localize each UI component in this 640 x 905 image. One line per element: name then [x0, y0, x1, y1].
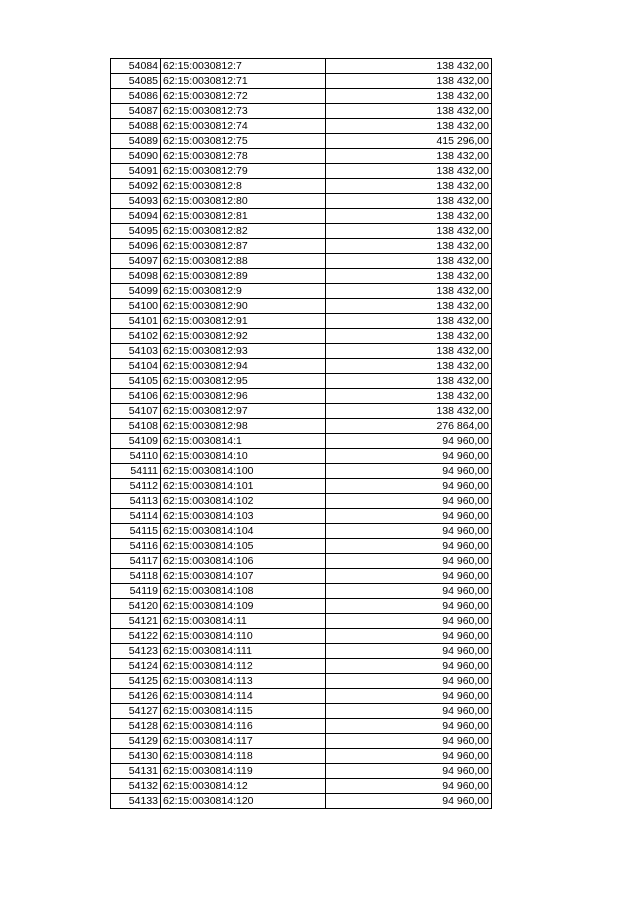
cadastral-number-cell: 62:15:0030814:118	[161, 749, 326, 764]
table-row	[111, 224, 492, 239]
row-number-cell: 54128	[111, 719, 161, 734]
cadastral-number-cell: 62:15:0030812:81	[161, 209, 326, 224]
cadastral-value-cell: 94 960,00	[326, 764, 492, 779]
cadastral-number-cell: 62:15:0030814:111	[161, 644, 326, 659]
cadastral-value-cell: 138 432,00	[326, 224, 492, 239]
cadastral-number-cell: 62:15:0030812:94	[161, 359, 326, 374]
row-number-cell: 54095	[111, 224, 161, 239]
cadastral-value-cell: 138 432,00	[326, 284, 492, 299]
row-number-cell: 54089	[111, 134, 161, 149]
cadastral-value-cell: 94 960,00	[326, 704, 492, 719]
cadastral-value-cell: 138 432,00	[326, 374, 492, 389]
cadastral-number-cell: 62:15:0030812:71	[161, 74, 326, 89]
cadastral-number-cell: 62:15:0030814:11	[161, 614, 326, 629]
row-number-cell: 54122	[111, 629, 161, 644]
row-number-cell: 54124	[111, 659, 161, 674]
cadastral-value-cell: 94 960,00	[326, 434, 492, 449]
cadastral-number-cell: 62:15:0030812:9	[161, 284, 326, 299]
cadastral-value-cell: 138 432,00	[326, 404, 492, 419]
cadastral-value-cell: 94 960,00	[326, 614, 492, 629]
cadastral-number-cell: 62:15:0030812:87	[161, 239, 326, 254]
cadastral-value-cell: 138 432,00	[326, 164, 492, 179]
table-row	[111, 344, 492, 359]
cadastral-number-cell: 62:15:0030814:103	[161, 509, 326, 524]
row-number-cell: 54125	[111, 674, 161, 689]
cadastral-value-cell: 138 432,00	[326, 239, 492, 254]
cadastral-number-cell: 62:15:0030812:96	[161, 389, 326, 404]
table-row	[111, 119, 492, 134]
cadastral-value-cell: 138 432,00	[326, 329, 492, 344]
cadastral-number-cell: 62:15:0030814:108	[161, 584, 326, 599]
table-row	[111, 749, 492, 764]
cadastral-value-cell: 138 432,00	[326, 104, 492, 119]
table-row	[111, 419, 492, 434]
cadastral-number-cell: 62:15:0030814:113	[161, 674, 326, 689]
table-row	[111, 659, 492, 674]
cadastral-number-cell: 62:15:0030814:110	[161, 629, 326, 644]
table-row	[111, 434, 492, 449]
table-row	[111, 494, 492, 509]
cadastral-value-cell: 138 432,00	[326, 269, 492, 284]
cadastral-number-cell: 62:15:0030814:100	[161, 464, 326, 479]
cadastral-number-cell: 62:15:0030814:112	[161, 659, 326, 674]
cadastral-number-cell: 62:15:0030812:7	[161, 59, 326, 74]
cadastral-number-cell: 62:15:0030814:117	[161, 734, 326, 749]
row-number-cell: 54087	[111, 104, 161, 119]
cadastral-number-cell: 62:15:0030814:107	[161, 569, 326, 584]
table-row	[111, 329, 492, 344]
table-row	[111, 524, 492, 539]
cadastral-value-cell: 138 432,00	[326, 194, 492, 209]
cadastral-number-cell: 62:15:0030812:72	[161, 89, 326, 104]
cadastral-value-cell: 94 960,00	[326, 674, 492, 689]
row-number-cell: 54115	[111, 524, 161, 539]
cadastral-number-cell: 62:15:0030814:120	[161, 794, 326, 809]
cadastral-number-cell: 62:15:0030814:114	[161, 689, 326, 704]
cadastral-value-cell: 138 432,00	[326, 119, 492, 134]
cadastral-value-cell: 138 432,00	[326, 389, 492, 404]
table-row	[111, 449, 492, 464]
cadastral-value-cell: 94 960,00	[326, 464, 492, 479]
table-row	[111, 569, 492, 584]
table-row	[111, 164, 492, 179]
row-number-cell: 54132	[111, 779, 161, 794]
cadastral-number-cell: 62:15:0030814:102	[161, 494, 326, 509]
cadastral-value-cell: 94 960,00	[326, 719, 492, 734]
cadastral-number-cell: 62:15:0030814:119	[161, 764, 326, 779]
table-row	[111, 599, 492, 614]
table-row	[111, 464, 492, 479]
row-number-cell: 54120	[111, 599, 161, 614]
row-number-cell: 54127	[111, 704, 161, 719]
cadastral-value-cell: 138 432,00	[326, 59, 492, 74]
cadastral-value-cell: 94 960,00	[326, 779, 492, 794]
cadastral-value-cell: 94 960,00	[326, 734, 492, 749]
row-number-cell: 54126	[111, 689, 161, 704]
cadastral-number-cell: 62:15:0030812:90	[161, 299, 326, 314]
table-row	[111, 254, 492, 269]
row-number-cell: 54112	[111, 479, 161, 494]
cadastral-value-cell: 94 960,00	[326, 509, 492, 524]
row-number-cell: 54131	[111, 764, 161, 779]
cadastral-value-cell: 94 960,00	[326, 689, 492, 704]
cadastral-number-cell: 62:15:0030812:80	[161, 194, 326, 209]
table-row	[111, 194, 492, 209]
cadastral-value-cell: 94 960,00	[326, 554, 492, 569]
table-row	[111, 404, 492, 419]
row-number-cell: 54116	[111, 539, 161, 554]
table-row	[111, 359, 492, 374]
row-number-cell: 54091	[111, 164, 161, 179]
row-number-cell: 54106	[111, 389, 161, 404]
table-row	[111, 779, 492, 794]
cadastral-value-cell: 138 432,00	[326, 179, 492, 194]
cadastral-number-cell: 62:15:0030812:88	[161, 254, 326, 269]
table-row	[111, 389, 492, 404]
cadastral-number-cell: 62:15:0030814:115	[161, 704, 326, 719]
row-number-cell: 54123	[111, 644, 161, 659]
cadastral-number-cell: 62:15:0030814:101	[161, 479, 326, 494]
row-number-cell: 54099	[111, 284, 161, 299]
cadastral-number-cell: 62:15:0030814:109	[161, 599, 326, 614]
table-row	[111, 734, 492, 749]
cadastral-value-cell: 138 432,00	[326, 359, 492, 374]
table-row	[111, 644, 492, 659]
row-number-cell: 54114	[111, 509, 161, 524]
row-number-cell: 54102	[111, 329, 161, 344]
cadastral-number-cell: 62:15:0030812:82	[161, 224, 326, 239]
cadastral-value-cell: 138 432,00	[326, 89, 492, 104]
table-row	[111, 584, 492, 599]
cadastral-number-cell: 62:15:0030812:89	[161, 269, 326, 284]
cadastral-value-cell: 94 960,00	[326, 749, 492, 764]
cadastral-number-cell: 62:15:0030812:92	[161, 329, 326, 344]
row-number-cell: 54090	[111, 149, 161, 164]
table-row	[111, 209, 492, 224]
row-number-cell: 54096	[111, 239, 161, 254]
cadastral-number-cell: 62:15:0030814:1	[161, 434, 326, 449]
cadastral-number-cell: 62:15:0030812:97	[161, 404, 326, 419]
table-row	[111, 134, 492, 149]
cadastral-value-cell: 94 960,00	[326, 494, 492, 509]
table-row	[111, 719, 492, 734]
cadastral-value-cell: 94 960,00	[326, 479, 492, 494]
row-number-cell: 54098	[111, 269, 161, 284]
table-row	[111, 299, 492, 314]
cadastral-value-cell: 94 960,00	[326, 794, 492, 809]
table-row	[111, 374, 492, 389]
cadastral-value-cell: 94 960,00	[326, 599, 492, 614]
cadastral-value-cell: 138 432,00	[326, 149, 492, 164]
cadastral-value-cell: 94 960,00	[326, 584, 492, 599]
row-number-cell: 54118	[111, 569, 161, 584]
table-row	[111, 104, 492, 119]
cadastral-value-cell: 94 960,00	[326, 644, 492, 659]
cadastral-value-cell: 94 960,00	[326, 524, 492, 539]
row-number-cell: 54097	[111, 254, 161, 269]
table-row	[111, 179, 492, 194]
table-row	[111, 704, 492, 719]
cadastral-number-cell: 62:15:0030814:105	[161, 539, 326, 554]
table-row	[111, 59, 492, 74]
row-number-cell: 54093	[111, 194, 161, 209]
cadastral-number-cell: 62:15:0030814:116	[161, 719, 326, 734]
table-row	[111, 149, 492, 164]
cadastral-number-cell: 62:15:0030814:106	[161, 554, 326, 569]
cadastral-value-cell: 138 432,00	[326, 254, 492, 269]
row-number-cell: 54117	[111, 554, 161, 569]
table-row	[111, 689, 492, 704]
cadastral-value-cell: 138 432,00	[326, 314, 492, 329]
table-row	[111, 89, 492, 104]
table-row	[111, 269, 492, 284]
cadastral-number-cell: 62:15:0030812:74	[161, 119, 326, 134]
table-row	[111, 674, 492, 689]
table-row	[111, 284, 492, 299]
cadastral-number-cell: 62:15:0030812:79	[161, 164, 326, 179]
table-row	[111, 314, 492, 329]
cadastral-number-cell: 62:15:0030812:91	[161, 314, 326, 329]
row-number-cell: 54111	[111, 464, 161, 479]
table-row	[111, 74, 492, 89]
table-row	[111, 479, 492, 494]
row-number-cell: 54107	[111, 404, 161, 419]
row-number-cell: 54113	[111, 494, 161, 509]
cadastral-number-cell: 62:15:0030814:12	[161, 779, 326, 794]
cadastral-value-cell: 276 864,00	[326, 419, 492, 434]
row-number-cell: 54121	[111, 614, 161, 629]
cadastral-value-table	[110, 58, 492, 809]
table-body	[111, 59, 492, 809]
cadastral-value-cell: 94 960,00	[326, 539, 492, 554]
row-number-cell: 54100	[111, 299, 161, 314]
table-row	[111, 554, 492, 569]
row-number-cell: 54109	[111, 434, 161, 449]
cadastral-value-cell: 94 960,00	[326, 659, 492, 674]
cadastral-number-cell: 62:15:0030812:78	[161, 149, 326, 164]
row-number-cell: 54129	[111, 734, 161, 749]
cadastral-value-cell: 94 960,00	[326, 569, 492, 584]
cadastral-number-cell: 62:15:0030812:98	[161, 419, 326, 434]
cadastral-number-cell: 62:15:0030812:95	[161, 374, 326, 389]
row-number-cell: 54110	[111, 449, 161, 464]
row-number-cell: 54094	[111, 209, 161, 224]
table-row	[111, 629, 492, 644]
row-number-cell: 54101	[111, 314, 161, 329]
cadastral-number-cell: 62:15:0030812:8	[161, 179, 326, 194]
row-number-cell: 54103	[111, 344, 161, 359]
cadastral-value-cell: 415 296,00	[326, 134, 492, 149]
row-number-cell: 54133	[111, 794, 161, 809]
cadastral-value-cell: 138 432,00	[326, 209, 492, 224]
cadastral-number-cell: 62:15:0030812:93	[161, 344, 326, 359]
row-number-cell: 54119	[111, 584, 161, 599]
cadastral-value-cell: 138 432,00	[326, 74, 492, 89]
row-number-cell: 54104	[111, 359, 161, 374]
row-number-cell: 54105	[111, 374, 161, 389]
cadastral-number-cell: 62:15:0030812:73	[161, 104, 326, 119]
row-number-cell: 54085	[111, 74, 161, 89]
cadastral-value-cell: 94 960,00	[326, 449, 492, 464]
cadastral-number-cell: 62:15:0030814:104	[161, 524, 326, 539]
cadastral-value-cell: 138 432,00	[326, 344, 492, 359]
row-number-cell: 54088	[111, 119, 161, 134]
row-number-cell: 54108	[111, 419, 161, 434]
table-row	[111, 614, 492, 629]
row-number-cell: 54086	[111, 89, 161, 104]
row-number-cell: 54130	[111, 749, 161, 764]
table-row	[111, 794, 492, 809]
row-number-cell: 54092	[111, 179, 161, 194]
table-row	[111, 509, 492, 524]
table-row	[111, 764, 492, 779]
cadastral-value-cell: 138 432,00	[326, 299, 492, 314]
table-row	[111, 239, 492, 254]
cadastral-value-cell: 94 960,00	[326, 629, 492, 644]
cadastral-number-cell: 62:15:0030812:75	[161, 134, 326, 149]
row-number-cell: 54084	[111, 59, 161, 74]
cadastral-number-cell: 62:15:0030814:10	[161, 449, 326, 464]
table-row	[111, 539, 492, 554]
